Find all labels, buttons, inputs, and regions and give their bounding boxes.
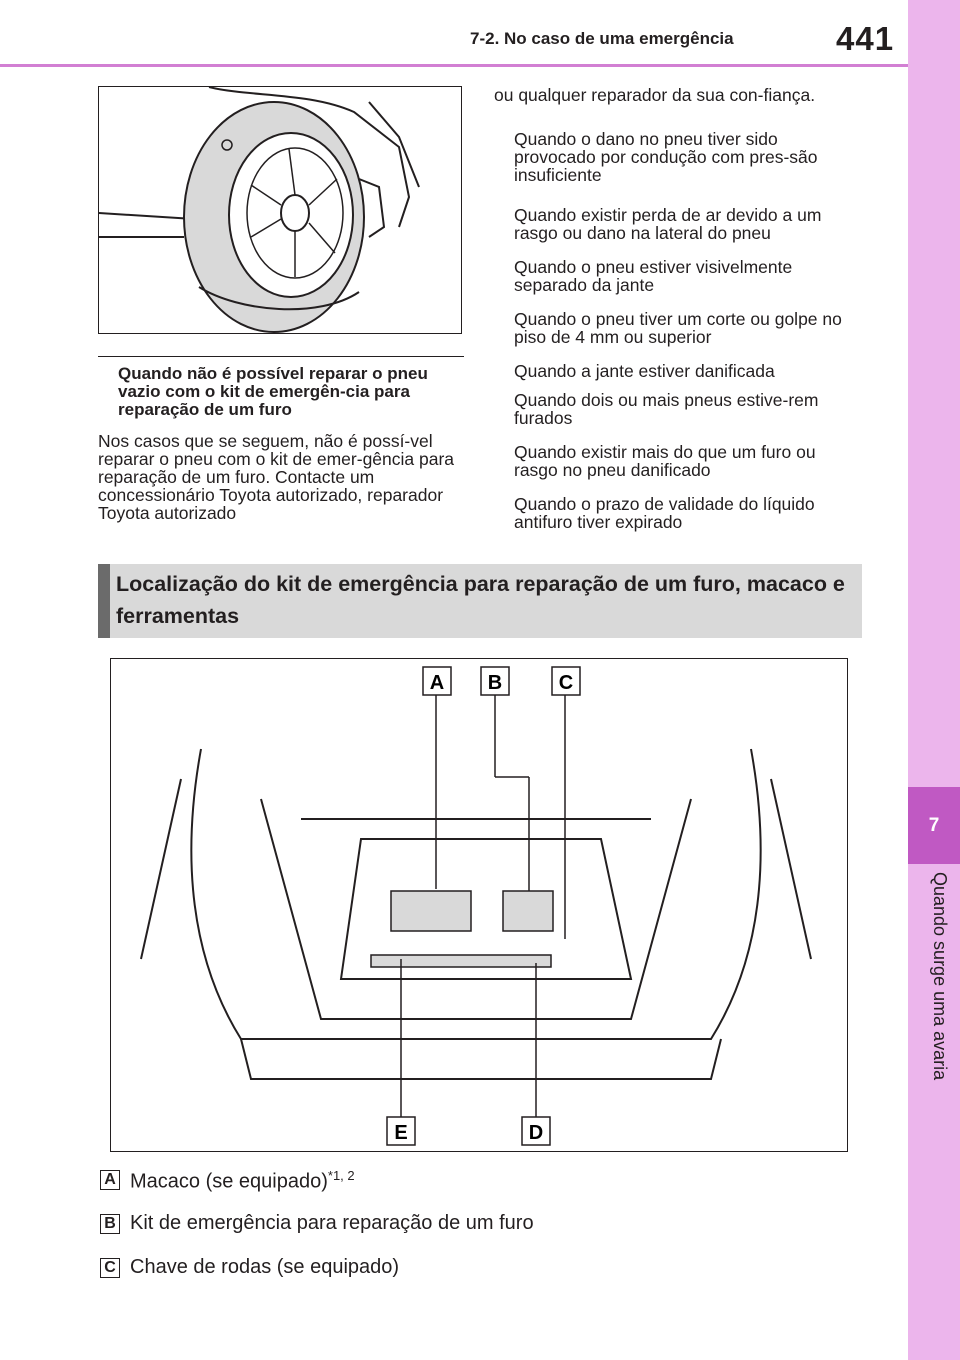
bullet-item: Quando o dano no pneu tiver sido provocado por condução com pres-são insuficiente bbox=[514, 129, 818, 185]
legend-letter: A bbox=[100, 1170, 120, 1190]
header-section-title: 7-2. No caso de uma emergência bbox=[470, 29, 734, 48]
legend-text bbox=[130, 1256, 399, 1279]
bullet-item: Quando existir mais do que um furo ou rasgo no pneu danificado bbox=[514, 442, 816, 480]
section-title: Localização do kit de emergência para reparação de um furo, macaco e ferramentas bbox=[116, 572, 845, 628]
bullet-item: Quando a jante estiver danificada bbox=[514, 361, 775, 381]
bullet-item: Quando existir perda de ar devido a um rasgo ou dano na lateral do pneu bbox=[514, 205, 822, 243]
legend-text bbox=[130, 1212, 534, 1235]
callout-e: E bbox=[394, 1122, 408, 1144]
page-number: 441 bbox=[836, 20, 895, 57]
callout-a: A bbox=[429, 672, 445, 694]
header-rule bbox=[0, 64, 908, 67]
legend-letter: C bbox=[100, 1258, 120, 1278]
legend-footnote: *1, 2 bbox=[327, 1168, 355, 1183]
right-intro-text: ou qualquer reparador da sua con-fiança. bbox=[494, 85, 816, 105]
sub-section-rule bbox=[98, 356, 464, 357]
legend-label: Chave de rodas (se equipado) bbox=[130, 1256, 400, 1278]
tire-drawing bbox=[99, 87, 461, 333]
trunk-tools-illustration bbox=[110, 658, 848, 1152]
legend-letter: B bbox=[100, 1214, 120, 1234]
callout-c: C bbox=[558, 672, 574, 694]
sub-heading: Quando não é possível reparar o pneu vazio com o kit de emergên-cia para reparação de um furo bbox=[118, 364, 428, 419]
trunk-drawing bbox=[111, 659, 847, 1151]
bullet-item: Quando o prazo de validade do líquido antifuro tiver expirado bbox=[514, 494, 815, 532]
chapter-title: Quando surge uma avaria bbox=[930, 872, 950, 1081]
chapter-number: 7 bbox=[928, 815, 940, 836]
bullet-item: Quando o pneu estiver visivelmente separado da jante bbox=[514, 257, 793, 295]
bullet-item: Quando dois ou mais pneus estive-rem furados bbox=[514, 390, 819, 428]
left-paragraph: Nos casos que se seguem, não é possí-vel reparar o pneu com o kit de emer-gência para reparação de um furo. Contacte um concessionário Toyota autorizado, reparador Toyota autorizado bbox=[98, 431, 455, 523]
callout-d: D bbox=[528, 1122, 544, 1144]
chapter-side-tab bbox=[908, 0, 960, 1360]
legend-label: Kit de emergência para reparação de um furo bbox=[130, 1212, 534, 1234]
legend-label: Macaco (se equipado) bbox=[130, 1170, 328, 1193]
tire-sealant-illustration bbox=[98, 86, 462, 334]
legend-text bbox=[130, 1168, 355, 1194]
bullet-item: Quando o pneu tiver um corte ou golpe no piso de 4 mm ou superior bbox=[514, 309, 842, 347]
callout-b: B bbox=[487, 672, 503, 694]
section-banner-bar bbox=[98, 564, 110, 638]
chapter-number-tab bbox=[908, 787, 960, 864]
